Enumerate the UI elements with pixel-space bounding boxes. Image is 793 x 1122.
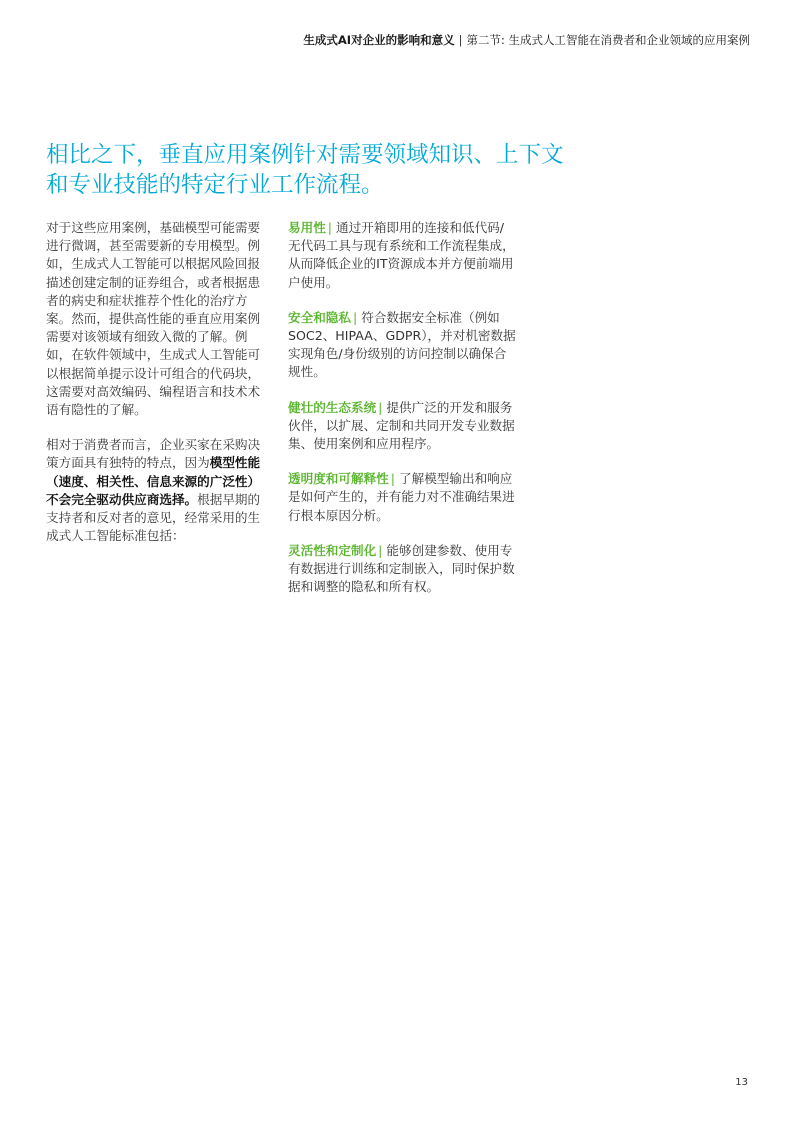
page-number: 13 bbox=[735, 1077, 748, 1088]
header-separator: | bbox=[458, 33, 463, 47]
criterion-text: 提供广泛的开发和服务伙伴，以扩展、定制和共同开发专业数据集、使用案例和应用程序。 bbox=[288, 399, 515, 452]
criterion-text: 通过开箱即用的连接和低代码/无代码工具与现有系统和工作流程集成，从而降低企业的IT资源成本并方便前端用户使用。 bbox=[288, 220, 515, 290]
criterion-name: 透明度和可解释性 bbox=[288, 471, 389, 487]
paragraph-2-start: 相对于消费者而言，企业买家在采购决策方面具有独特的特点，因为 bbox=[46, 437, 261, 471]
criteria-list bbox=[288, 219, 516, 613]
body-paragraph-1: 对于这些应用案例，基础模型可能需要进行微调，甚至需要新的专用模型。例如，生成式人工智能可以根据风险回报描述创建定制的证券组合，或者根据患者的病史和症状推荐个性化的治疗方案。然而，提供高性能的垂直应用案例需要对该领域有细致入微的了解。例如，在软件领域中，生成式人工智能可以根据简单提示设计可组合的代码块，这需要对高效编码、编程语言和技术术语有隐性的了解。 bbox=[46, 220, 261, 418]
criterion-name: 安全和隐私 bbox=[288, 309, 351, 325]
paragraph-2-emphasis: 模型性能（速度、相关性、信息来源的广泛性）不会完全驱动供应商选择。 bbox=[46, 455, 261, 507]
heading-line-2: 和专业技能的特定行业工作流程。 bbox=[46, 172, 384, 198]
criterion-name: 健壮的生态系统 bbox=[288, 399, 377, 415]
criterion-text: 能够创建参数、使用专有数据进行训练和定制嵌入，同时保护数据和调整的隐私和所有权。 bbox=[288, 542, 515, 595]
body-paragraph-2 bbox=[46, 436, 268, 545]
criterion-divider: | bbox=[327, 220, 333, 235]
criterion-ecosystem bbox=[288, 399, 516, 454]
criterion-security-privacy bbox=[288, 309, 516, 382]
page-heading bbox=[46, 140, 586, 200]
running-header bbox=[303, 32, 750, 48]
criterion-divider: | bbox=[378, 399, 383, 415]
criterion-divider: | bbox=[378, 542, 383, 558]
paragraph-2-end: 根据早期的支持者和反对者的意见，经常采用的生成式人工智能标准包括： bbox=[46, 491, 261, 544]
criterion-flexibility bbox=[288, 542, 516, 597]
criterion-ease-of-use bbox=[288, 219, 516, 292]
criterion-transparency bbox=[288, 470, 516, 525]
criterion-divider: | bbox=[390, 471, 395, 487]
criterion-name: 易用性 bbox=[288, 220, 326, 235]
section-title: 第二节: 生成式人工智能在消费者和企业领域的应用案例 bbox=[466, 33, 750, 47]
criterion-name: 灵活性和定制化 bbox=[288, 542, 377, 558]
criterion-divider: | bbox=[352, 309, 358, 325]
heading-line-1: 相比之下，垂直应用案例针对需要领域知识、上下文 bbox=[46, 142, 564, 168]
left-column bbox=[46, 219, 268, 562]
document-title: 生成式AI对企业的影响和意义 bbox=[303, 33, 455, 47]
criterion-text: 了解模型输出和响应是如何产生的，并有能力对不准确结果进行根本原因分析。 bbox=[288, 471, 515, 523]
criterion-text: 符合数据安全标准（例如SOC2、HIPAA、GDPR），并对机密数据实现角色/身份级别的访问控制以确保合规性。 bbox=[288, 309, 516, 380]
